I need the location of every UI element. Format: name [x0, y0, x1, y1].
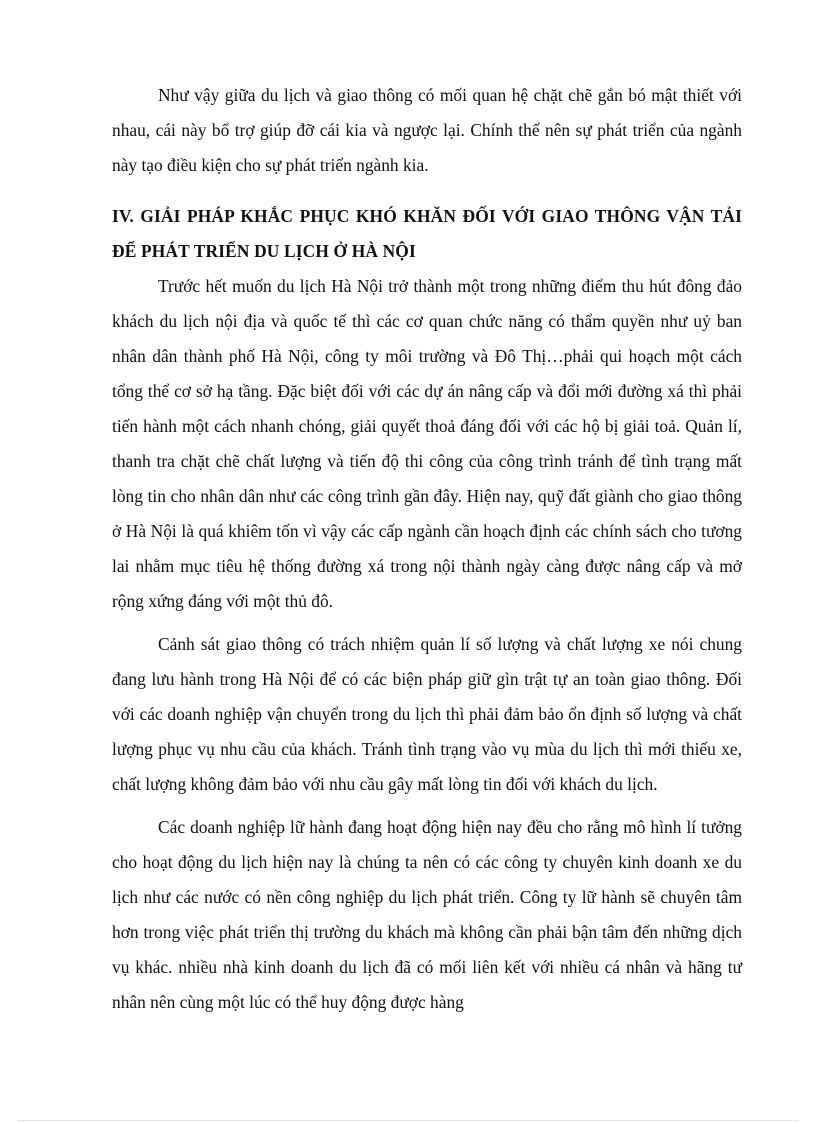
- page-bottom-rule: [18, 1120, 798, 1121]
- paragraph-spacer: [112, 619, 742, 627]
- page-body: [112, 78, 742, 1020]
- body-paragraph-3: Các doanh nghiệp lữ hành đang hoạt động hiện nay đều cho rằng mô hình lí tưởng cho hoạt động du lịch hiện nay là chúng ta nên có các công ty chuyên kinh doanh xe du lịch như các nước có nền công nghiệp du lịch phát triển. Công ty lữ hành sẽ chuyên tâm hơn trong việc phát triển thị trường du khách mà không cần phải bận tâm đến những dịch vụ khác. nhiều nhà kinh doanh du lịch đã có mối liên kết với nhiều cá nhân và hãng tư nhân nên cùng một lúc có thể huy động được hàng: [112, 817, 742, 1012]
- section-heading: IV. GIẢI PHÁP KHẮC PHỤC KHÓ KHĂN ĐỐI VỚI GIAO THÔNG VẬN TẢI ĐỂ PHÁT TRIỂN DU LỊCH Ở HÀ NỘI: [112, 206, 742, 261]
- intro-paragraph: Như vậy giữa du lịch và giao thông có mối quan hệ chặt chẽ gắn bó mật thiết với nhau, cái này bổ trợ giúp đỡ cái kia và ngược lại. Chính thế nên sự phát triển của ngành này tạo điều kiện cho sự phát triển ngành kia.: [112, 85, 742, 175]
- body-paragraph-1: Trước hết muốn du lịch Hà Nội trở thành một trong những điểm thu hút đông đảo khách du lịch nội địa và quốc tế thì các cơ quan chức năng có thẩm quyền như uỷ ban nhân dân thành phố Hà Nội, công ty môi trường và Đô Thị…phải qui hoạch một cách tổng thể cơ sở hạ tầng. Đặc biệt đối với các dự án nâng cấp và đổi mới đường xá thì phải tiến hành một cách nhanh chóng, giải quyết thoả đáng đối với các hộ bị giải toả. Quản lí, thanh tra chặt chẽ chất lượng và tiến độ thi công của công trình tránh để tình trạng mất lòng tin cho nhân dân như các công trình gần đây. Hiện nay, quỹ đất giành cho giao thông ở Hà Nội là quá khiêm tốn vì vậy các cấp ngành cần hoạch định các chính sách cho tương lai nhằm mục tiêu hệ thống đường xá trong nội thành ngày càng được nâng cấp và mở rộng xứng đáng với một thủ đô.: [112, 276, 742, 611]
- body-paragraph-2: Cảnh sát giao thông có trách nhiệm quản lí số lượng và chất lượng xe nói chung đang lưu hành trong Hà Nội để có các biện pháp giữ gìn trật tự an toàn giao thông. Đối với các doanh nghiệp vận chuyển trong du lịch thì phải đảm bảo ổn định số lượng và chất lượng phục vụ nhu cầu của khách. Tránh tình trạng vào vụ mùa du lịch thì mới thiếu xe, chất lượng không đảm bảo với nhu cầu gây mất lòng tin đối với khách du lịch.: [112, 634, 742, 794]
- paragraph-spacer: [112, 802, 742, 810]
